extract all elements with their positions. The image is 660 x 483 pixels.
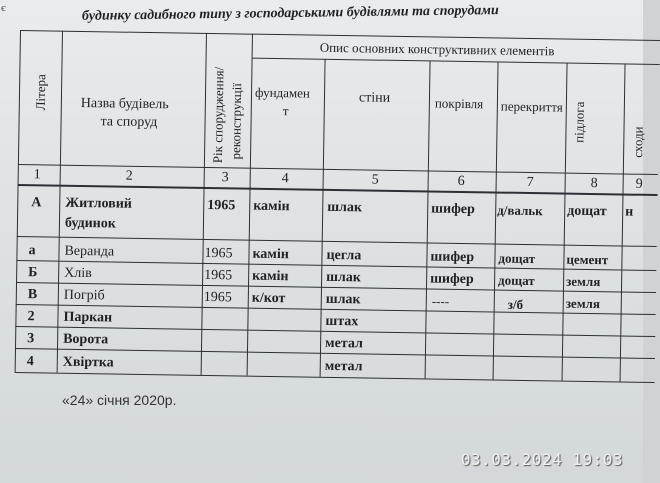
desc-header-divider bbox=[252, 58, 660, 65]
corner-mark: є bbox=[1, 2, 6, 14]
row-roof: шифер bbox=[431, 201, 475, 218]
header-litera: Літера bbox=[32, 74, 49, 111]
header-fundament-line1: фундамен bbox=[254, 84, 311, 101]
row-name: Паркан bbox=[63, 309, 113, 326]
row-year: 1965 bbox=[204, 267, 233, 284]
row-litera: 4 bbox=[26, 354, 34, 370]
col-border-3 bbox=[247, 34, 253, 376]
row-walls: метал bbox=[324, 335, 364, 352]
col-number-1: 1 bbox=[33, 167, 41, 183]
col-border-5 bbox=[425, 60, 431, 378]
header-floor: підлога bbox=[571, 101, 587, 143]
row-litera: А bbox=[31, 195, 42, 211]
header-roof: покрівля bbox=[434, 95, 484, 112]
header-name-line1: Назва будівель bbox=[80, 95, 169, 113]
row-ceiling: дощат bbox=[498, 272, 535, 289]
row-fundament: камін bbox=[253, 198, 290, 215]
col-number-9: 9 bbox=[635, 176, 643, 192]
date-note: «24» січня 2020р. bbox=[62, 392, 177, 408]
col-number-3: 3 bbox=[221, 170, 229, 186]
row-name: Хлів bbox=[64, 265, 92, 282]
row-roof: шифер bbox=[430, 249, 475, 266]
construction-table bbox=[14, 30, 660, 400]
col-border-0 bbox=[15, 30, 21, 372]
header-name-line2: та споруд bbox=[100, 114, 158, 131]
row-floor: цемент bbox=[566, 251, 609, 268]
numbers-bottom-border bbox=[18, 184, 658, 196]
row-walls: штах bbox=[325, 313, 359, 330]
header-stairs: сходи bbox=[630, 126, 646, 158]
row-litera: Б bbox=[28, 265, 38, 281]
row-litera: а bbox=[28, 243, 36, 259]
col-number-8: 8 bbox=[590, 175, 598, 192]
col-number-4: 4 bbox=[281, 171, 289, 187]
row-walls: цегла bbox=[326, 247, 362, 264]
row-name-line2: будинок bbox=[64, 215, 116, 232]
header-year-line2: реконструкції bbox=[227, 82, 245, 160]
col-number-7: 7 bbox=[526, 174, 534, 191]
row-name: Ворота bbox=[63, 331, 109, 348]
col-number-6: 6 bbox=[457, 173, 465, 190]
row-ceiling: д/вальк bbox=[497, 202, 543, 219]
page-title: будинку садибного типу з господарськими будівлями та спорудами bbox=[81, 3, 499, 24]
row-walls: шлак bbox=[326, 269, 362, 286]
row-ceiling: дощат bbox=[498, 250, 536, 267]
row-name: Погріб bbox=[63, 287, 105, 304]
row-year: 1965 bbox=[204, 245, 233, 262]
col-border-1 bbox=[57, 31, 63, 373]
header-bottom-border bbox=[18, 164, 658, 175]
header-ceiling: перекриття bbox=[500, 98, 563, 115]
row-walls: шлак bbox=[325, 291, 361, 308]
header-description: Опис основних конструктивних елементів bbox=[319, 39, 555, 59]
row-walls: метал bbox=[324, 358, 363, 375]
row-floor: земля bbox=[566, 273, 601, 290]
col-number-5: 5 bbox=[371, 172, 379, 188]
row-fundament: камін bbox=[252, 268, 289, 285]
row-year: 1965 bbox=[203, 289, 232, 306]
header-year-line1: Рік спорудження/ bbox=[209, 66, 227, 164]
col-border-2 bbox=[201, 33, 207, 375]
row-litera: 3 bbox=[27, 331, 35, 347]
row-name: Хвіртка bbox=[62, 354, 114, 371]
row-year: 1965 bbox=[207, 197, 236, 214]
row-ceiling: з/б bbox=[507, 296, 524, 312]
row-name: Веранда bbox=[64, 243, 115, 260]
row-name: Житловий bbox=[65, 195, 133, 212]
row-litera: 2 bbox=[27, 309, 35, 325]
row-floor: дощат bbox=[567, 203, 607, 220]
row-walls: шлак bbox=[327, 199, 363, 216]
row-fundament: камін bbox=[252, 246, 289, 263]
col-border-8 bbox=[620, 63, 626, 381]
row-stairs: н bbox=[625, 204, 634, 220]
col-number-2: 2 bbox=[125, 168, 133, 184]
header-fundament-line2: т bbox=[282, 103, 289, 119]
row-floor: земля bbox=[565, 295, 601, 312]
row-litera: В bbox=[27, 287, 38, 303]
col-border-6 bbox=[493, 62, 499, 380]
header-walls: стіни bbox=[358, 90, 391, 106]
row-roof: шифер bbox=[430, 271, 474, 288]
row-roof: ---- bbox=[431, 293, 450, 309]
camera-timestamp: 03.03.2024 19:03 bbox=[460, 450, 623, 469]
row-fundament: к/кот bbox=[251, 290, 286, 307]
